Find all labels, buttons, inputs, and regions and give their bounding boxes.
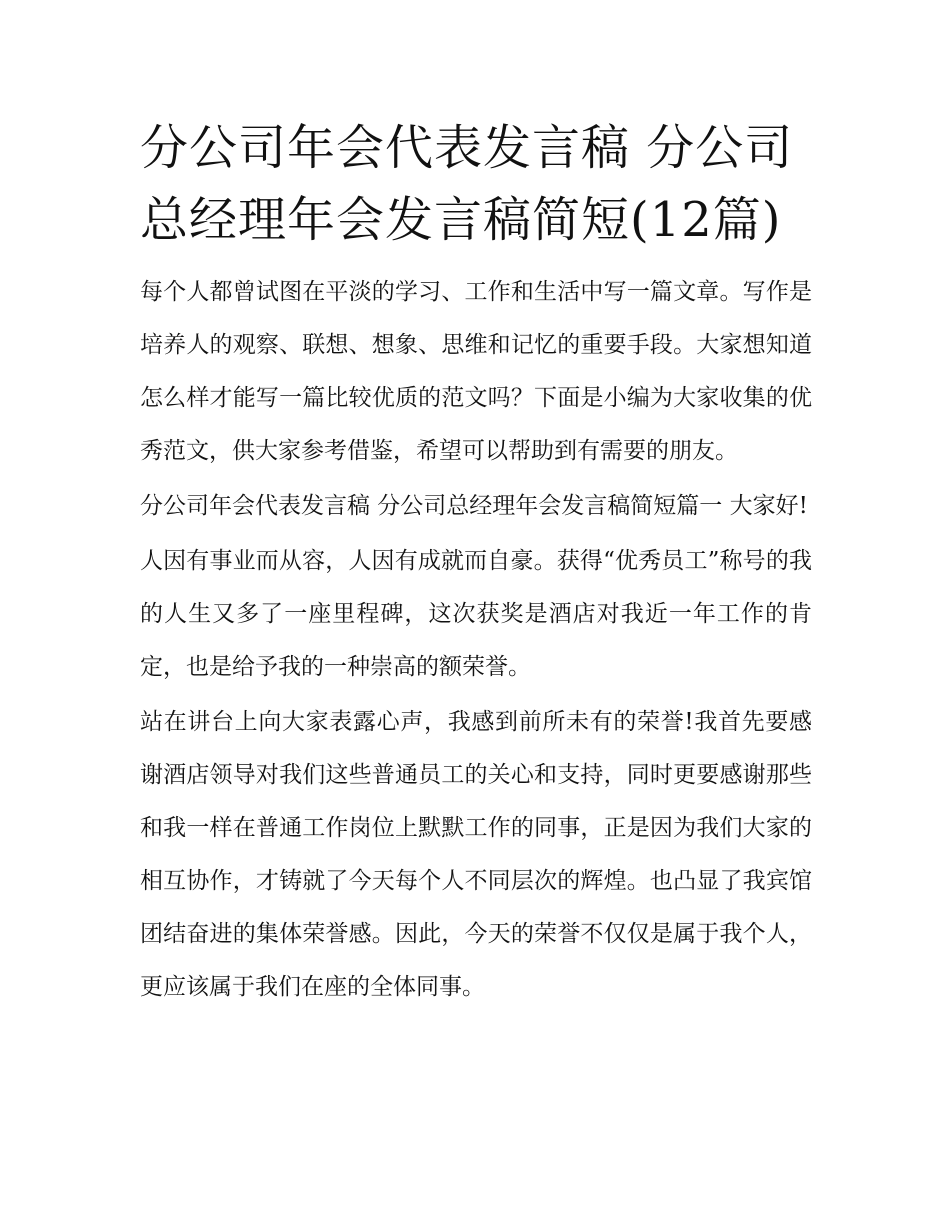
paragraph-award: 人因有事业而从容，人因有成就而自豪。获得“优秀员工”称号的我的人生又多了一座里程碑，这次获奖是酒店对我近一年工作的肯定，也是给予我的一种崇高的额荣誉。 — [140, 548, 812, 680]
paragraph-intro: 每个人都曾试图在平淡的学习、工作和生活中写一篇文章。写作是培养人的观察、联想、想象、思维和记忆的重要手段。大家想知道怎么样才能写一篇比较优质的范文吗？下面是小编为大家收集的优秀范文，供大家参考借鉴，希望可以帮助到有需要的朋友。 — [140, 279, 812, 464]
paragraph-heading: 分公司年会代表发言稿 分公司总经理年会发言稿简短篇一 大家好! — [140, 493, 808, 519]
document-body — [140, 266, 812, 1014]
paragraph-thanks: 站在讲台上向大家表露心声，我感到前所未有的荣誉!我首先要感谢酒店领导对我们这些普通员工的关心和支持，同时更要感谢那些和我一样在普通工作岗位上默默工作的同事，正是因为我们大家的相互协作，才铸就了今天每个人不同层次的辉煌。也凸显了我宾馆团结奋进的集体荣誉感。因此，今天的荣誉不仅仅是属于我个人，更应该属于我们在座的全体同事。 — [140, 709, 812, 1000]
document-title: 分公司年会代表发言稿 分公司总经理年会发言稿简短(12篇) — [140, 120, 794, 248]
document-page — [140, 112, 812, 1016]
